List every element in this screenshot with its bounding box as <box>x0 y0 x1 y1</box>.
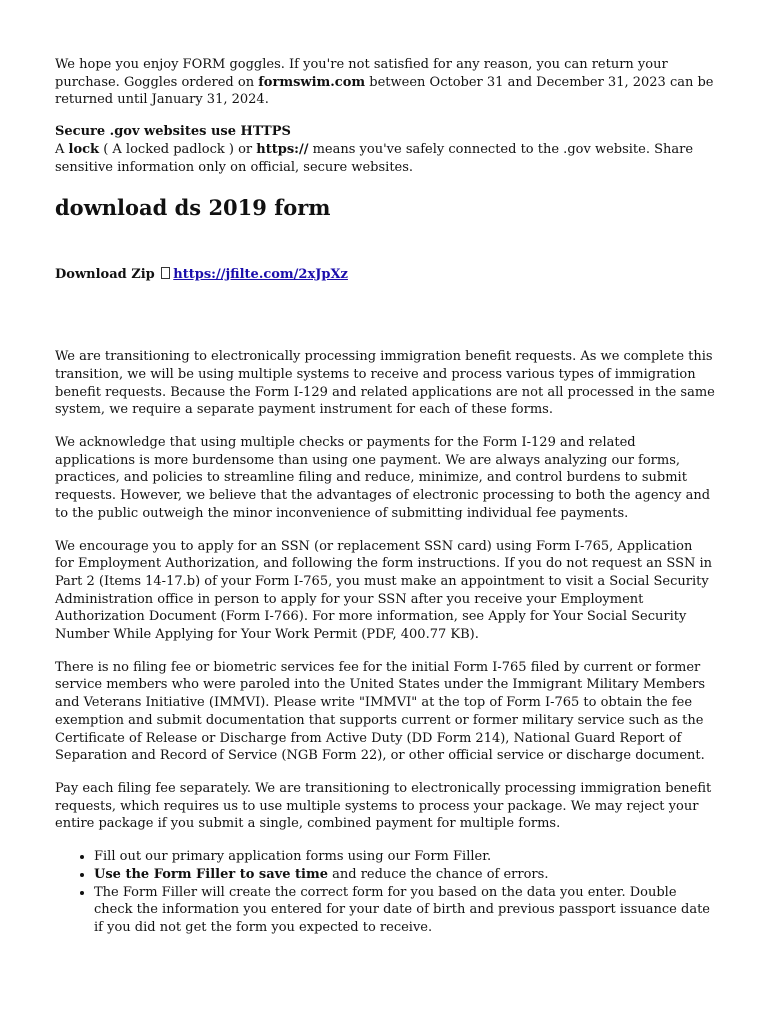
body-paragraph-1: We are transitioning to electronically processing immigration benefit requests. As we complete this transition, we will be using multiple systems to receive and process various types of immigration benefit requests. Because the Form I-129 and related applications are not all processed in the same system, we require a separate payment instrument for each of these forms. <box>55 349 715 418</box>
bullet-text-2: and reduce the chance of errors. <box>327 866 549 882</box>
intro-text-1: We hope you enjoy FORM goggles. If you're not satisfied for any reason, you can return your purchase. Goggles ordered on <box>55 57 668 90</box>
download-label: Download Zip <box>55 267 160 283</box>
secure-https-word: https:// <box>256 141 309 157</box>
bullet-text-3: The Form Filler will create the correct form for you based on the data you enter. Double check the information you entered for your date of birth and previous passport issuance date if you did not get the form you expected to receive. <box>94 884 710 935</box>
secure-lock-word: lock <box>68 141 100 157</box>
body-paragraph-3: We encourage you to apply for an SSN (or replacement SSN card) using Form I-765, Application for Employment Authorization, and following the form instructions. If you do not request an SSN in Part 2 (Items 14-17.b) of your Form I-765, you must make an appointment to visit a Social Security Administration office in person to apply for your SSN after you receive your Employment Authorization Document (Form I-766). For more information, see Apply for Your Social Security Number While Applying for Your Work Permit (PDF, 400.77 KB). <box>55 538 713 643</box>
download-line <box>55 266 715 283</box>
intro-paragraph <box>55 56 715 109</box>
missing-glyph-icon <box>161 267 170 279</box>
list-item <box>94 848 715 866</box>
secure-paragraph <box>55 141 715 176</box>
bullet-bold-text: Use the Form Filler to save time <box>94 866 328 882</box>
secure-title: Secure .gov websites use HTTPS <box>55 124 291 140</box>
body-paragraph-5: Pay each filing fee separately. We are transitioning to electronically processing immigration benefit requests, which requires us to use multiple systems to process your package. We may reject your entire package if you submit a single, combined payment for multiple forms. <box>55 780 712 832</box>
page-title: download ds 2019 form <box>55 195 331 221</box>
list-item <box>94 884 715 937</box>
body-paragraph-2: We acknowledge that using multiple checks or payments for the Form I-129 and related applications is more burdensome than using one payment. We are always analyzing our forms, practices, and policies to streamline filing and reduce, minimize, and control burdens to submit requests. However, we believe that the advantages of electronic processing to both the agency and to the public outweigh the minor inconvenience of submitting individual fee payments. <box>55 435 711 521</box>
body-paragraph-4: There is no filing fee or biometric services fee for the initial Form I-765 filed by current or former service members who were paroled into the United States under the Immigrant Military Members and Veterans Initiative (IMMVI). Please write "IMMVI" at the top of Form I-765 to obtain the fee exemption and submit documentation that supports current or former military service such as the Certificate of Release or Discharge from Active Duty (DD Form 214), National Guard Report of Separation and Record of Service (NGB Form 22), or other official service or discharge document. <box>55 659 706 764</box>
intro-site-name: formswim.com <box>258 74 366 90</box>
secure-text-3: means you've safely connected to the .gov website. Share sensitive information only on official, secure websites. <box>55 141 694 175</box>
intro-text-2: between October 31 and December 31, 2023 can be returned until January 31, 2024. <box>55 74 714 108</box>
secure-text-2: ( A locked padlock ) or <box>99 141 257 157</box>
secure-text-1: A <box>55 141 69 157</box>
list-item <box>94 866 715 884</box>
document-content <box>55 56 715 937</box>
bullet-list <box>55 848 715 937</box>
download-link[interactable]: https://jfilte.com/2xJpXz <box>173 267 348 283</box>
bullet-text-1: Fill out our primary application forms using our Form Filler. <box>94 849 492 865</box>
